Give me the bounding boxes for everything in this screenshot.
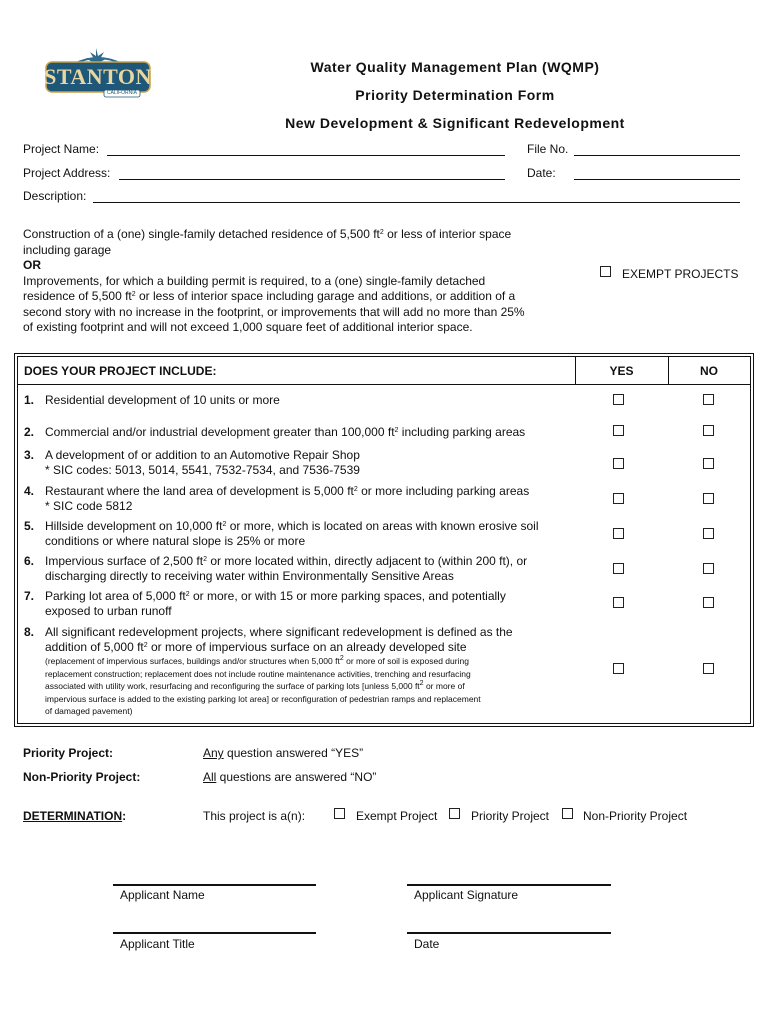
q2-no-checkbox[interactable] bbox=[703, 425, 714, 436]
non-priority-project-checkbox[interactable] bbox=[562, 808, 573, 819]
q2-text: Commercial and/or industrial development greater than 100,000 $ft^2$ including parking areas bbox=[45, 425, 526, 439]
description-label: Description: bbox=[23, 189, 87, 203]
priority-project-rule: Any question answered “YES” bbox=[203, 746, 364, 760]
q5-text: Hillside development on 10,000 $ft^2$ or more, which is located on areas with known erosive soil conditions or where natural slope is 25% or more bbox=[45, 519, 539, 548]
applicant-name-label: Applicant Name bbox=[120, 888, 205, 902]
date-label: Date: bbox=[527, 166, 556, 180]
q3-yes-checkbox[interactable] bbox=[613, 458, 624, 469]
determination-text: This project is a(n): bbox=[203, 809, 306, 823]
project-name-label: Project Name: bbox=[23, 142, 100, 156]
project-address-field[interactable] bbox=[119, 179, 505, 180]
form-title-3: New Development & Significant Redevelopment bbox=[285, 115, 625, 131]
q6-no-checkbox[interactable] bbox=[703, 563, 714, 574]
q4-no-checkbox[interactable] bbox=[703, 493, 714, 504]
priority-project-option: Priority Project bbox=[471, 809, 550, 823]
exempt-line-6: of existing footprint and will not exceed 1,000 square feet of additional interior space. bbox=[23, 320, 473, 334]
q1-yes-checkbox[interactable] bbox=[613, 394, 624, 405]
determination-label: DETERMINATION: bbox=[23, 809, 127, 823]
applicant-title-label: Applicant Title bbox=[120, 937, 195, 951]
date-signature-field[interactable] bbox=[407, 932, 611, 934]
q3-text: A development of or addition to an Automotive Repair Shop * SIC codes: 5013, 5014, 5541, 7532-7534, and 7536-7539 bbox=[45, 448, 360, 477]
non-priority-project-label: Non-Priority Project: bbox=[23, 770, 141, 784]
q1-no-checkbox[interactable] bbox=[703, 394, 714, 405]
applicant-signature-label: Applicant Signature bbox=[414, 888, 519, 902]
form-title-2: Priority Determination Form bbox=[355, 87, 555, 103]
q7-text: Parking lot area of 5,000 $ft^2$ or more, or with 15 or more parking spaces, and potentially exposed to urban runoff bbox=[45, 589, 506, 618]
project-name-field[interactable] bbox=[107, 155, 505, 156]
q4-yes-checkbox[interactable] bbox=[613, 493, 624, 504]
exempt-line-1: Construction of a (one) single-family detached residence of 5,500 $ft^2$ or less of interior space bbox=[23, 227, 512, 241]
q5-number: 5. bbox=[24, 519, 35, 533]
exempt-line-2: including garage bbox=[23, 242, 112, 257]
form-title-1: Water Quality Management Plan (WQMP) bbox=[310, 59, 600, 75]
date-field[interactable] bbox=[574, 179, 740, 180]
q2-yes-checkbox[interactable] bbox=[613, 425, 624, 436]
q8-no-checkbox[interactable] bbox=[703, 663, 714, 674]
project-address-label: Project Address: bbox=[23, 166, 111, 180]
q5-no-checkbox[interactable] bbox=[703, 528, 714, 539]
no-column-header: NO bbox=[700, 364, 718, 378]
exempt-description bbox=[23, 227, 583, 336]
file-no-label: File No. bbox=[527, 142, 569, 156]
q2-number: 2. bbox=[24, 425, 35, 439]
q6-text: Impervious surface of 2,500 $ft^2$ or more located within, directly adjacent to (within 200 ft), or discharging directly to receiving water within Environmentally Sensitive Areas bbox=[45, 554, 528, 583]
q4-text: Restaurant where the land area of development is 5,000 $ft^2$ or more including parking areas * SIC code 5812 bbox=[45, 484, 530, 513]
exempt-line-4: residence of 5,500 $ft^2$ or less of interior space including garage and additions, or addition of a bbox=[23, 289, 516, 303]
yes-column-header: YES bbox=[609, 364, 634, 378]
applicant-name-field[interactable] bbox=[113, 884, 316, 886]
table-header-label: DOES YOUR PROJECT INCLUDE: bbox=[24, 364, 217, 378]
logo-subtext: CALIFORNIA bbox=[106, 90, 137, 96]
q1-number: 1. bbox=[24, 393, 35, 407]
priority-project-label: Priority Project: bbox=[23, 746, 114, 760]
applicant-signature-field[interactable] bbox=[407, 884, 611, 886]
date-signature-label: Date bbox=[414, 937, 440, 951]
non-priority-project-rule: All questions are answered “NO” bbox=[203, 770, 377, 784]
exempt-projects-label: EXEMPT PROJECTS bbox=[622, 267, 739, 281]
q1-text: Residential development of 10 units or more bbox=[45, 393, 280, 407]
q8-text: All significant redevelopment projects, where significant redevelopment is defined as the addition of 5,000 $ft^2$ or more of impervious surface on an already developed site (replacement of impervious surfaces, buildings and/or structures when 5,000 $ft^2$ or more of soil is exposed during replacement construction; replacement does not include routine maintenance activities, trenching and resurfacing associated with utility work, resurfacing and reconfiguring the surface of parking lots [unless 5,000 $ft^2$ or more of impervious surface is added to the existing parking lot area] or reconfiguration of pedestrian ramps and replacement of damaged pavement) bbox=[45, 625, 513, 716]
q8-number: 8. bbox=[24, 625, 35, 639]
priority-project-checkbox[interactable] bbox=[449, 808, 460, 819]
exempt-project-checkbox[interactable] bbox=[334, 808, 345, 819]
q3-no-checkbox[interactable] bbox=[703, 458, 714, 469]
applicant-title-field[interactable] bbox=[113, 932, 316, 934]
description-field[interactable] bbox=[93, 202, 740, 203]
non-priority-project-option: Non-Priority Project bbox=[583, 809, 688, 823]
logo-text: STANTON bbox=[44, 64, 152, 89]
q7-yes-checkbox[interactable] bbox=[613, 597, 624, 608]
q6-number: 6. bbox=[24, 554, 35, 568]
exempt-line-5: second story with no increase in the footprint, or improvements that will add no more than 25% bbox=[23, 304, 525, 319]
q4-number: 4. bbox=[24, 484, 35, 498]
q7-no-checkbox[interactable] bbox=[703, 597, 714, 608]
q5-yes-checkbox[interactable] bbox=[613, 528, 624, 539]
exempt-line-3: Improvements, for which a building permit is required, to a (one) single-family detached bbox=[23, 273, 486, 288]
exempt-projects-checkbox[interactable] bbox=[600, 266, 611, 277]
q6-yes-checkbox[interactable] bbox=[613, 563, 624, 574]
q7-number: 7. bbox=[24, 589, 35, 603]
exempt-project-option: Exempt Project bbox=[356, 809, 438, 823]
q3-number: 3. bbox=[24, 448, 35, 462]
q8-yes-checkbox[interactable] bbox=[613, 663, 624, 674]
exempt-or: OR bbox=[23, 258, 41, 272]
file-no-field[interactable] bbox=[574, 155, 740, 156]
